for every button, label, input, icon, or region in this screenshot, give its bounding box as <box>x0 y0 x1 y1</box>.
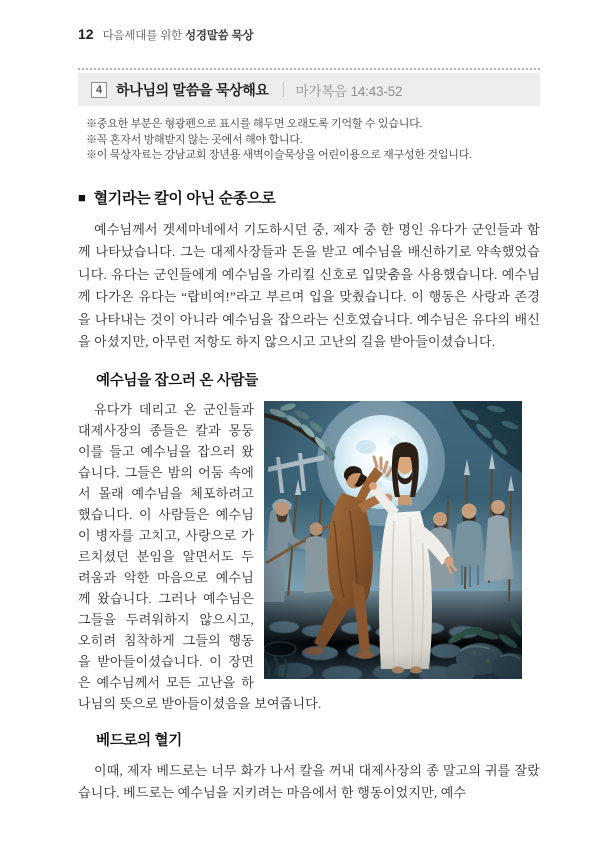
lesson-title: 하나님의 말씀을 묵상해요 <box>116 81 269 98</box>
betrayal-scene-svg <box>264 401 522 679</box>
subsection1-paragraph: 유다가 데리고 온 군인들과 대제사장의 종들은 칼과 몽둥이를 들고 예수님을 잡으러 왔습니다. 그들은 밤의 어둠 속에서 몰래 예수님을 체포하려고 했습니다. 이 사람들은 예수님이 병자를 고치고, 사랑으로 가르치셨던 분임을 알면서도 두려움과 악한 마음으로 예수님께 왔습니다. 그러나 예수님은 그들을 두려워하지 않으시고, 오히려 침착하게 그들의 행동을 받아들이셨습니다. 이 장면은 예수님께서 모든 고난을 하나님의 뜻으로 받아들이셨음을 보여줍니다. <box>78 401 322 711</box>
subsection1-body <box>78 399 540 714</box>
lesson-title-box <box>78 73 540 106</box>
betrayal-scene-illustration <box>264 401 522 679</box>
square-bullet-icon: ■ <box>78 189 86 205</box>
scripture-reference: 마가복음 14:43-52 <box>295 83 403 99</box>
note-line: ※꼭 혼자서 방해받지 않는 곳에서 해야 합니다. <box>86 133 303 146</box>
instruction-notes <box>86 117 540 164</box>
section-heading <box>78 187 540 208</box>
page-number: 12 <box>78 26 94 42</box>
vertical-divider <box>283 82 284 97</box>
page-header-title <box>103 27 254 43</box>
section-title: 혈기라는 칼이 아닌 순종으로 <box>93 189 276 207</box>
note-line: ※이 묵상자료는 강남교회 장년용 새벽이슬묵상을 어린이용으로 재구성한 것입니다. <box>86 149 472 161</box>
subsection2-title: 베드로의 혈기 <box>96 732 182 749</box>
lesson-number-badge: 4 <box>91 82 107 98</box>
dotted-divider <box>78 68 540 70</box>
subsection2-paragraph: 이때, 제자 베드로는 너무 화가 나서 칼을 꺼내 대제사장의 종 말고의 귀를 잘랐습니다. 베드로는 예수님을 지키려는 마음에서 한 행동이었지만, 예수 <box>78 762 540 800</box>
note-line: ※중요한 부분은 형광펜으로 표시를 해두면 오래도록 기억할 수 있습니다. <box>86 118 423 130</box>
header-title-light: 다음세대를 위한 <box>102 30 182 42</box>
header-title-strong: 성경말씀 묵상 <box>184 30 254 42</box>
page-header <box>78 0 540 43</box>
section-paragraph: 예수님께서 겟세마네에서 기도하시던 중, 제자 중 한 명인 유다가 군인들과 함께 나타났습니다. 그는 대제사장들과 돈을 받고 예수님을 배신하기로 약속했었습니다. 유다는 군인들에게 예수님을 가리킬 신호로 입맞춤을 사용했습니다. 예수님께 다가온 유다는 “랍비여!”라고 부르며 입을 맞췄습니다. 이 행동은 사랑과 존경을 나타내는 것이 아니라 예수님을 잡으라는 신호였습니다. 예수님은 유다의 배신을 아셨지만, 아무런 저항도 하지 않으시고 고난의 길을 받아들이셨습니다. <box>78 221 540 349</box>
subsection1-title: 예수님을 잡으러 온 사람들 <box>96 372 258 389</box>
